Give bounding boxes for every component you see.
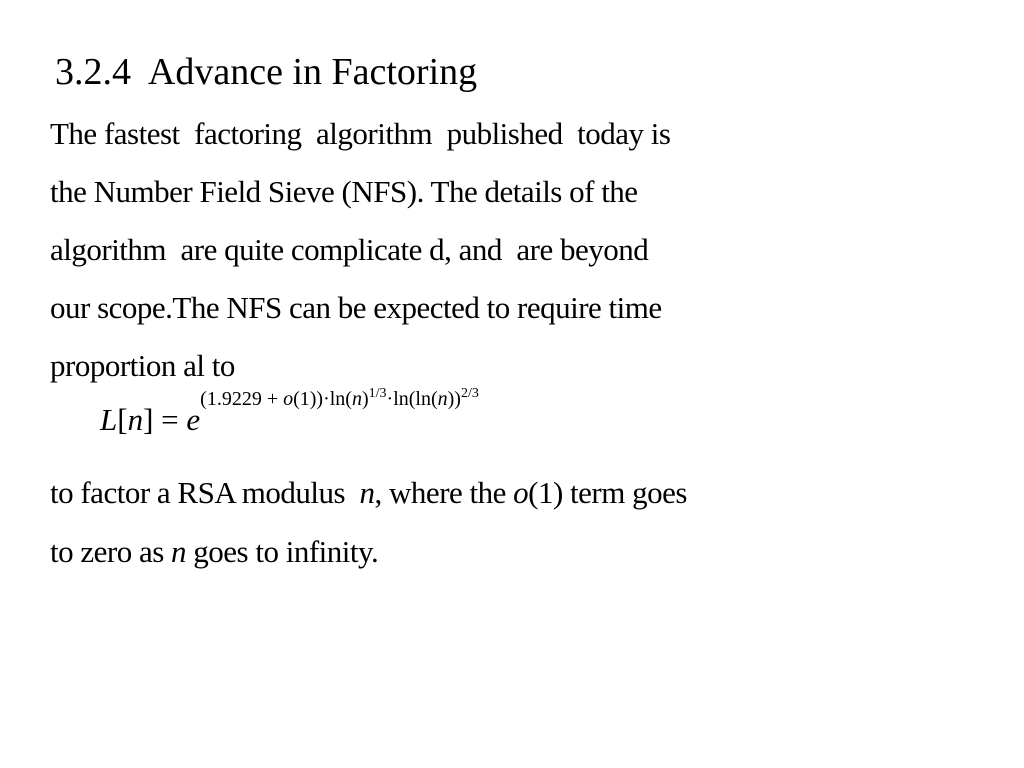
line6-n: n: [359, 475, 375, 510]
formula-e: e: [186, 402, 201, 437]
exponent-part-2: (1))·ln(: [293, 388, 352, 410]
text-line-4: our scope.The NFS can be expected to require time: [50, 290, 662, 325]
exponent-part-4: ·ln(ln(: [386, 388, 438, 410]
exponent-part-1: (1.9229 +: [200, 388, 284, 410]
exponent-sup-1: 1/3: [368, 386, 387, 401]
line6-part-c: , where the: [374, 475, 514, 510]
exponent-n-2: n: [437, 388, 448, 410]
exponent-o: o: [283, 388, 294, 410]
formula-exponent: [200, 388, 479, 410]
exponent-part-3: ): [361, 388, 369, 410]
text-line-7: [50, 534, 378, 570]
text-line-2: the Number Field Sieve (NFS). The details of the: [50, 174, 638, 209]
line7-part-a: to zero as: [50, 534, 172, 569]
text-line-1: The fastest factoring algorithm published today is: [50, 116, 671, 151]
line7-part-c: goes to infinity.: [186, 534, 379, 569]
formula-bracket-open: [: [117, 402, 128, 437]
text-line-6: [50, 475, 687, 511]
line6-o: o: [513, 475, 529, 510]
text-line-3: algorithm are quite complicate d, and are beyond: [50, 232, 649, 267]
line7-n: n: [171, 534, 187, 569]
section-heading: 3.2.4 Advance in Factoring: [55, 51, 478, 93]
formula-n: n: [127, 402, 144, 437]
line6-part-a: to factor a RSA modulus: [50, 475, 360, 510]
text-line-5: proportion al to: [50, 348, 235, 383]
formula-L: L: [100, 402, 118, 437]
exponent-sup-2: 2/3: [460, 386, 479, 401]
exponent-n-1: n: [351, 388, 362, 410]
line6-part-e: (1) term goes: [528, 475, 687, 510]
exponent-part-5: )): [447, 388, 461, 410]
formula-bracket-close: ] =: [143, 402, 187, 437]
